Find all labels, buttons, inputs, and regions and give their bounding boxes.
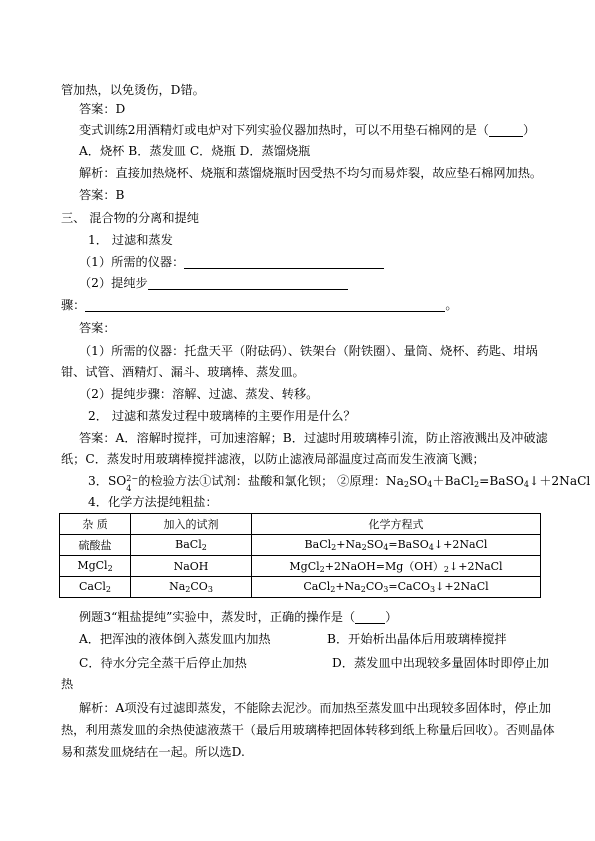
- answer-glass-rod-1: 答案：A．溶解时搅拌，可加速溶解；B．过滤时用玻璃棒引流，防止溶液溅出及冲破滤: [79, 431, 548, 445]
- formula-part: BaCl: [175, 538, 202, 551]
- reagent-cell: [131, 535, 252, 556]
- answer-instruments-1: （1）所需的仪器：托盘天平（附砝码）、铁架台（附铁圈）、量筒、烧杯、药匙、坩埚: [79, 344, 538, 358]
- sub: 2: [361, 543, 367, 552]
- answer-blank: [489, 124, 523, 137]
- option-d-cont: 热: [61, 677, 74, 691]
- formula-part: ↓+2NaCl: [449, 560, 503, 573]
- header-equation: 化学方程式: [252, 514, 541, 535]
- formula-part: MgCl: [289, 560, 320, 573]
- formula-part: ＋BaCl: [432, 474, 475, 488]
- table-header-row: [60, 514, 541, 535]
- formula-part: =CaCO: [388, 580, 431, 593]
- sub: 4: [427, 480, 433, 489]
- answer-steps: （2）提纯步骤：溶解、过滤、蒸发、转移。: [79, 387, 319, 401]
- question-text: 变式训练2用酒精灯或电炉对下列实验仪器加热时，可以不用垫石棉网的是（: [79, 123, 489, 137]
- reagent-cell: [131, 577, 252, 598]
- explanation-2: 热，利用蒸发皿的余热使滤液蒸干（最后用玻璃棒把固体转移到纸上称量后回收）。否则晶体: [61, 723, 555, 737]
- period: 。: [445, 298, 458, 312]
- question-paren: ）: [522, 123, 536, 137]
- sub: 2: [185, 585, 191, 594]
- sulfate-test-line: [88, 474, 590, 492]
- option-a: A．把浑浊的液体倒入蒸发皿内加热: [79, 632, 271, 646]
- sub: 3: [430, 585, 436, 594]
- impurity-cell: [60, 556, 131, 577]
- crude-salt-title: 4．化学方法提纯粗盐：: [88, 495, 218, 509]
- formula-part: BaCl: [304, 538, 332, 551]
- question-steps-label: （2）提纯步: [79, 276, 148, 290]
- formula-part: +2NaOH=Mg（OH）: [324, 560, 444, 573]
- question-steps: [79, 276, 348, 291]
- option-b: B．开始析出晶体后用玻璃棒搅拌: [327, 632, 507, 646]
- so4-method: 的检验方法①试剂：盐酸和氯化钡； ②原理：Na: [138, 474, 404, 488]
- formula-part: CO: [365, 580, 384, 593]
- formula-part: ↓+2NaCl: [435, 580, 489, 593]
- formula-part: CO: [190, 580, 208, 593]
- question-glass-rod: 2． 过滤和蒸发过程中玻璃棒的主要作用是什么？: [88, 409, 356, 423]
- sub: 2: [201, 543, 207, 552]
- impurity-table: [59, 513, 541, 598]
- sub: 3: [207, 585, 213, 594]
- option-d: D．蒸发皿中出现较多量固体时即停止加: [332, 656, 549, 670]
- question-instruments-label: （1）所需的仪器：: [79, 255, 185, 269]
- formula-part: ↓＋2NaCl: [529, 474, 591, 488]
- so4-sub: 4: [126, 484, 132, 493]
- sub: 2: [360, 585, 366, 594]
- sub: 2: [474, 480, 480, 489]
- formula-part: CaCl: [78, 580, 106, 593]
- impurity-cell: [60, 577, 131, 598]
- answer-glass-rod-2: 纸；C．蒸发时用玻璃棒搅拌滤液，以防止滤液局部温度过高而发生液滴飞溅；: [61, 452, 485, 466]
- sub: 2: [107, 564, 113, 573]
- formula-part: SO: [408, 474, 428, 488]
- table-row: [60, 535, 541, 556]
- variant-question-2: [79, 123, 535, 138]
- header-reagent: 加入的试剂: [131, 514, 252, 535]
- line-heating-note: 管加热，以免烫伤，D错。: [61, 83, 205, 97]
- explanation-3: 易和蒸发皿烧结在一起。所以选D.: [61, 745, 245, 759]
- formula-part: SO: [366, 538, 384, 551]
- subsection-filter-evaporate: 1． 过滤和蒸发: [88, 233, 173, 247]
- sub: 2: [443, 565, 450, 574]
- answer-blank: [355, 611, 385, 624]
- formula-part: +Na: [335, 580, 361, 593]
- equation-cell: [252, 556, 541, 577]
- formula-part: MgCl: [77, 559, 108, 572]
- equation-cell: [252, 535, 541, 556]
- equation-cell: [252, 577, 541, 598]
- options-line: A．烧杯 B．蒸发皿 C．烧瓶 D．蒸馏烧瓶: [79, 144, 311, 158]
- explanation-line: 解析：直接加热烧杯、烧瓶和蒸馏烧瓶时因受热不均匀而易炸裂，故应垫石棉网加热。: [79, 166, 543, 180]
- answer-blank: [184, 256, 384, 269]
- answer-b: 答案：B: [79, 188, 125, 202]
- question-paren: ）: [385, 610, 398, 624]
- question-steps-label-cont: 骤：: [61, 298, 86, 312]
- answer-label: 答案：: [79, 321, 116, 335]
- sub: 4: [383, 543, 389, 552]
- formula-part: Na: [169, 580, 186, 593]
- question-text: 例题3“粗盐提纯”实验中，蒸发时，正确的操作是（: [79, 610, 356, 624]
- answer-instruments-2: 钳、试管、酒精灯、漏斗、玻璃棒、蒸发皿。: [61, 365, 305, 379]
- answer-d: 答案：D: [79, 102, 126, 116]
- reagent-cell: NaOH: [131, 556, 252, 577]
- formula-part: +Na: [336, 538, 362, 551]
- sub: 2: [105, 585, 111, 594]
- sub: 4: [428, 543, 434, 552]
- answer-blank: [148, 277, 348, 290]
- formula-part: =BaSO: [479, 474, 524, 488]
- sub: 2: [331, 543, 337, 552]
- header-impurity: 杂 质: [60, 514, 131, 535]
- table-row: [60, 556, 541, 577]
- sub: 2: [403, 480, 409, 489]
- impurity-cell: 硫酸盐: [60, 535, 131, 556]
- explanation-1: 解析：A项没有过滤即蒸发，不能除去泥沙。而加热至蒸发皿中出现较多固体时，停止加: [79, 701, 551, 715]
- sub: 4: [523, 480, 529, 489]
- table-row: [60, 577, 541, 598]
- option-c: C．待水分完全蒸干后停止加热: [79, 656, 247, 670]
- question-instruments: [79, 255, 384, 270]
- sub: 3: [383, 585, 389, 594]
- question-steps-cont: [61, 298, 458, 313]
- sub: 2: [330, 585, 336, 594]
- so4-text: 3．SO: [88, 474, 127, 488]
- section-title-3: 三、 混合物的分离和提纯: [61, 211, 199, 225]
- example-3-question: [79, 610, 397, 625]
- sub: 2: [319, 565, 325, 574]
- formula-part: ↓+2NaCl: [433, 538, 488, 551]
- formula-part: =BaSO: [388, 538, 429, 551]
- formula-part: CaCl: [303, 580, 331, 593]
- answer-blank: [85, 299, 445, 312]
- so4-sup: 2−: [126, 474, 139, 483]
- so4-charge: [126, 474, 139, 493]
